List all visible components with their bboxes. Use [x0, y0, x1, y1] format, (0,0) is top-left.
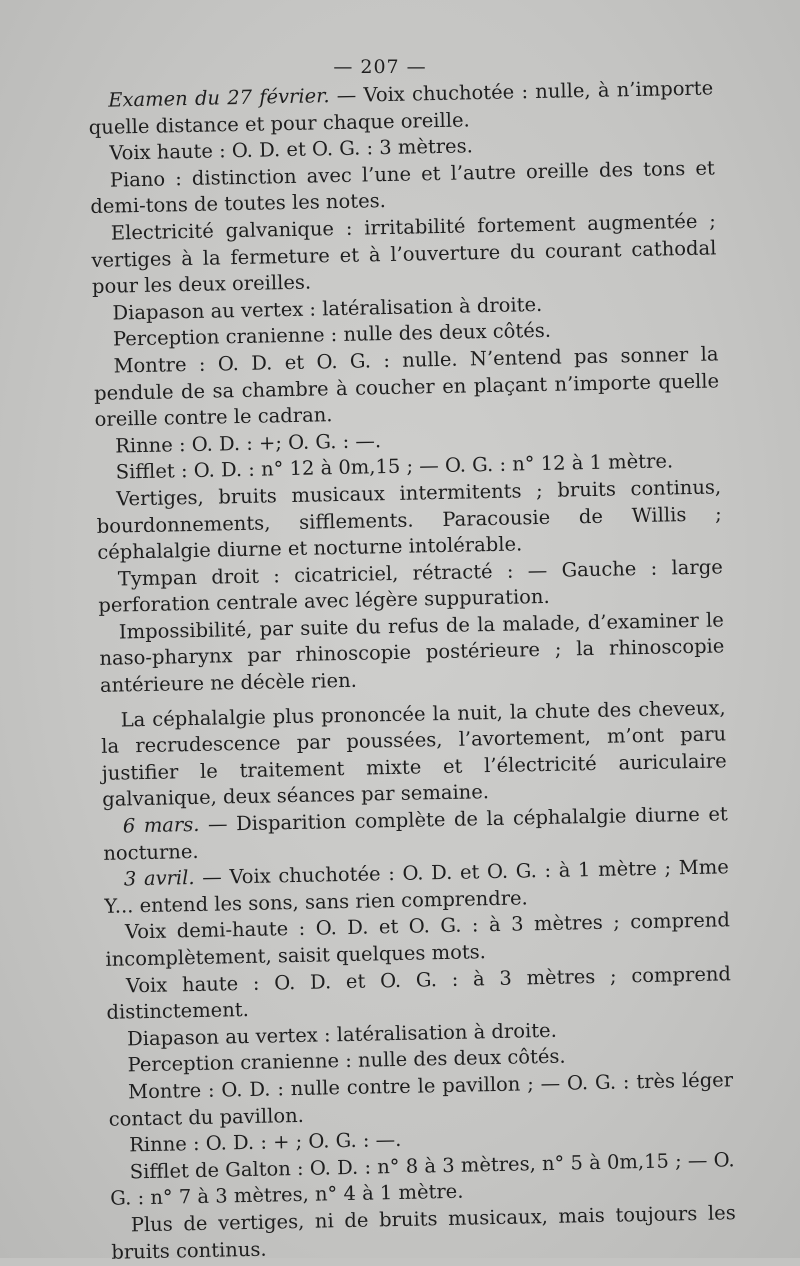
paragraph-text: — Voix chuchotée : nulle, à n’importe quelle distance et pour chaque oreille. — [88, 76, 714, 139]
paragraph-text: Montre : O. D. : nulle contre le pavillon ; — O. G. : très léger contact du pavillon. — [108, 1068, 734, 1131]
paragraph — [100, 695, 727, 814]
paragraph — [99, 607, 725, 699]
paragraph-text: — Voix chuchotée : O. D. et O. G. : à 1 mètre ; Mme Y... entend les sons, sans rien comprendre. — [104, 855, 729, 918]
paragraph-lead: Examen du 27 février. — [108, 84, 330, 112]
body-text — [88, 75, 737, 1265]
paragraph-text: Vertiges, bruits musicaux intermitents ; bruits continus, bourdonnements, sifflements. Paracousie de Willis ; céphalalgie diurne et nocturne intolérable. — [96, 475, 722, 564]
paragraph-text: Perception cranienne : nulle des deux côtés. — [112, 319, 552, 351]
paragraph-text: — Disparition complète de la céphalalgie diurne et nocturne. — [103, 802, 728, 865]
page-number: — 207 — — [333, 56, 427, 78]
paragraph-text: Diapason au vertex : latéralisation à droite. — [112, 292, 543, 325]
paragraph-text: Tympan droit : cicatriciel, rétracté : — Gauche : large perforation centrale avec légère suppuration. — [98, 555, 723, 618]
paragraph-text: Plus de vertiges, ni de bruits musicaux, mais toujours les bruits continus. — [111, 1201, 736, 1264]
paragraph-text: Diapason au vertex : latéralisation à droite. — [126, 1018, 557, 1051]
paragraph — [111, 1200, 737, 1266]
paragraph-text: Rinne : O. D. : + ; O. G. : —. — [128, 1128, 402, 1157]
paragraph — [91, 208, 717, 300]
paragraph-lead: 3 avril. — [123, 866, 195, 891]
paragraph-text: Sifflet : O. D. : n° 12 à 0m,15 ; — O. G. : n° 12 à 1 mètre. — [115, 449, 674, 484]
paragraph — [96, 474, 722, 566]
paragraph-text: Perception cranienne : nulle des deux côtés. — [127, 1044, 566, 1077]
paragraph-text: Piano : distinction avec l’une et l’autre oreille des tons et demi-tons de toutes les notes. — [90, 156, 715, 219]
paragraph-text: La céphalalgie plus prononcée la nuit, la chute des cheveux, la recrudescence par poussées, l’avortement, m’ont paru justifier le traitement mixte et l’électricité auriculaire galvanique, deux séances par semaine. — [100, 695, 727, 812]
paragraph-text: Voix demi-haute : O. D. et O. G. : à 3 mètres ; comprend incomplètement, saisit quelques mots. — [105, 908, 731, 971]
paragraph-text: Electricité galvanique : irritabilité fortement augmentée ; vertiges à la fermeture et à l’ouverture du courant cathodal pour les deux oreilles. — [91, 209, 717, 299]
paragraph-lead: 6 mars. — [122, 812, 200, 838]
paragraph-text: Montre : O. D. et O. G. : nulle. N’entend pas sonner la pendule de sa chambre à coucher en plaçant n’importe quelle oreille contre le cadran. — [93, 342, 720, 432]
paragraph-text: Sifflet de Galton : O. D. : n° 8 à 3 mètres, n° 5 à 0m,15 ; — O. G. : n° 7 à 3 mètres, n° 4 à 1 mètre. — [110, 1147, 735, 1211]
paragraph — [93, 341, 719, 433]
paragraph-text: Rinne : O. D. : +; O. G. : —. — [114, 428, 382, 458]
paragraph-text: Voix haute : O. D. et O. G. : 3 mètres. — [109, 134, 474, 165]
paragraph-text: Impossibilité, par suite du refus de la malade, d’examiner le naso-pharynx par rhinoscopie postérieure ; la rhinoscopie antérieure ne décèle rien. — [99, 608, 725, 697]
paragraph-text: Voix haute : O. D. et O. G. : à 3 mètres ; comprend distinctement. — [106, 961, 732, 1024]
